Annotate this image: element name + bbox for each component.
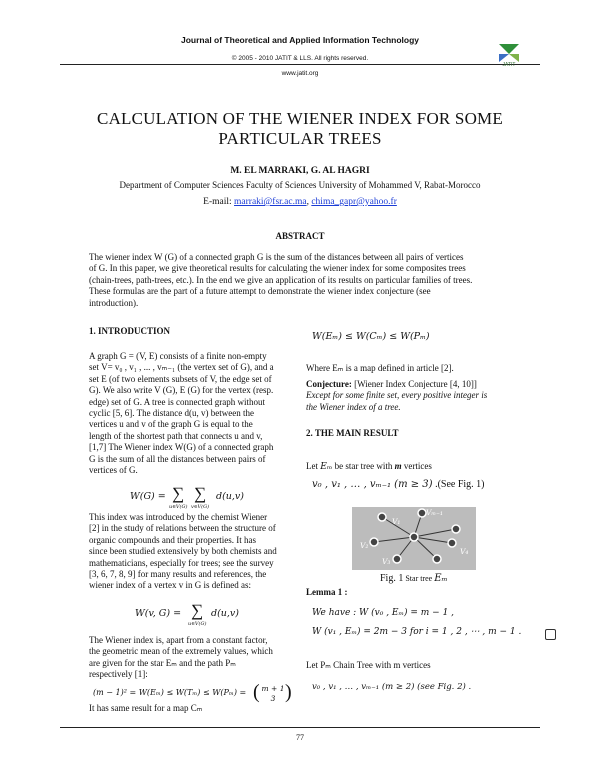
caption-text: Star tree	[403, 574, 435, 583]
text-line: set V= v₀ , v₁ , ... , vₘ₋₁ (the vertex set of G), and a	[89, 362, 274, 373]
equation-vertex-wiener-index	[135, 601, 275, 630]
intro-paragraph-4: It has same result for a map Cₘ	[89, 703, 203, 713]
eq2-body: d(u,v)	[211, 608, 239, 619]
abstract-line: of G. In this paper, we give theoretical results for calculating the wiener index for some composites trees	[89, 263, 466, 274]
eq3-binom-bot: 3	[270, 694, 276, 703]
star-intro	[306, 461, 536, 473]
figure-caption	[380, 573, 448, 584]
fig-label-v4: V₄	[460, 547, 469, 556]
copyright-line: © 2005 - 2010 JATIT & LLS. All rights reserved.	[231, 55, 369, 62]
header-rule	[60, 64, 540, 65]
text: .(See Fig. 1)	[432, 479, 485, 490]
abstract-line: The wiener index W (G) of a connected graph G is the sum of the distances between all pairs of vertices	[89, 252, 464, 262]
abstract-text	[89, 252, 529, 309]
eq1-body: d(u,v)	[216, 491, 244, 502]
text-line: vertices of G.	[89, 465, 138, 476]
section-heading-main-result: 2. THE MAIN RESULT	[306, 428, 399, 438]
star-vertices	[312, 479, 542, 490]
text-line: [3, 6, 7, 8, 9] for many results and references, the	[89, 569, 267, 580]
lemma-label: Lemma 1 :	[306, 587, 348, 597]
conjecture-text-line: Except for some finite set, every positive integer is	[306, 390, 488, 401]
text-line: wiener index of a vertex v in G is defined as:	[89, 580, 251, 591]
text-line: set E (of two elements subsets of V, the edge set of	[89, 373, 272, 384]
text-line: the geometric mean of the extremely values, which	[89, 646, 273, 657]
checkbox-marker[interactable]	[545, 629, 556, 640]
sum-symbol: ∑	[191, 601, 204, 620]
abstract-line: (chain-trees, path-trees, etc.). In the end we give an application of its results on particular families of trees.	[89, 274, 473, 285]
email-separator: ,	[306, 197, 309, 207]
figure-star-tree	[352, 507, 476, 570]
email-link-1[interactable]: marraki@fsr.ac.ma	[234, 197, 307, 207]
text-line: cyclic [5, 6]. The distance d(u, v) between the	[89, 408, 255, 419]
text: Let	[306, 461, 321, 471]
math-symbol: m	[394, 461, 402, 471]
eq3-text: (m − 1)² = W(Eₘ) ≤ W(Tₘ) ≤ W(Pₘ) =	[93, 688, 247, 697]
affiliation: Department of Computer Sciences Faculty of Sciences University of Mohammed V, Rabat-Morocco	[119, 180, 481, 190]
text-line: The Wiener index is, apart from a constant factor,	[89, 635, 268, 645]
equation-map-bounds: W(Eₘ) ≤ W(Cₘ) ≤ W(Pₘ)	[312, 331, 430, 342]
binom-paren-left: (	[253, 681, 260, 703]
paper-title-line2: PARTICULAR TREES	[218, 129, 382, 148]
eq1-sum2-sub: v∈V(G)	[191, 504, 210, 510]
text-line: length of the shortest path that connects u and v,	[89, 430, 263, 441]
conjecture-ref: [Wiener Index Conjecture [4, 10]]	[351, 379, 477, 389]
eq1-lhs: W(G) =	[130, 491, 166, 502]
text-line: [2] in the study of relations between the structure of	[89, 523, 276, 534]
eq1-sum1-sub: u∈V(G)	[169, 504, 188, 510]
text: vertices	[401, 461, 432, 471]
paper-title-line1: CALCULATION OF THE WIENER INDEX FOR SOME	[97, 109, 503, 128]
page-number: 77	[296, 733, 304, 742]
eq2-lhs: W(v, G) =	[135, 608, 182, 619]
sum-symbol: ∑	[194, 484, 207, 503]
equation-bounds	[89, 683, 304, 705]
journal-logo	[496, 40, 522, 70]
fig-label-v2: V₂	[360, 541, 369, 550]
text-line: edge) set of G. A tree is connected graph without	[89, 396, 265, 407]
where-text: Where Eₘ is a map defined in article [2].	[306, 363, 454, 373]
math-expression: v₀ , v₁ , … , vₘ₋₁ (m ≥ 3)	[312, 479, 433, 490]
text: be star tree with	[332, 461, 395, 471]
equation-wiener-index	[130, 486, 280, 514]
journal-title: Journal of Theoretical and Applied Information Technology	[180, 35, 419, 45]
text-line: This index was introduced by the chemist Wiener	[89, 512, 268, 522]
conjecture	[306, 379, 526, 413]
caption-math: Eₘ	[434, 573, 448, 584]
text-line: [1,7] The Wiener index W(G) of a connected graph	[89, 442, 274, 453]
text-line: since been studied extensively by both chemists and	[89, 546, 277, 557]
intro-paragraph-3	[89, 635, 289, 681]
sum-symbol: ∑	[172, 484, 185, 503]
text-line: organic compounds and their properties. It has	[89, 534, 257, 545]
eq2-sub: u∈V(G)	[188, 621, 207, 627]
text-line: vertices u and v of the graph G is equal to the	[89, 419, 253, 430]
caption-number: Fig. 1	[380, 573, 404, 584]
email-link-2[interactable]: chima_gapr@yahoo.fr	[311, 197, 397, 207]
email-line	[0, 197, 600, 207]
lemma-line-1: We have : W (v₀ , Eₘ) = m − 1 ,	[312, 608, 455, 618]
star-tree-diagram	[352, 507, 476, 570]
conjecture-label: Conjecture:	[306, 379, 352, 389]
binom-paren-right: )	[285, 681, 292, 703]
text-line: G). We also write V (G), E (G) for the vertex (resp.	[89, 385, 274, 396]
chain-intro: Let Pₘ Chain Tree with m vertices	[306, 660, 431, 670]
footer-rule	[60, 727, 540, 728]
fig-label-vm1: Vₘ₋₁	[426, 508, 443, 517]
authors: M. EL MARRAKI, G. AL HAGRI	[230, 166, 370, 176]
eq3-binom-top: m + 1	[261, 684, 285, 693]
lemma-line-2: W (v₁ , Eₘ) = 2m − 3 for i = 1 , 2 , ⋯ , m − 1 .	[312, 627, 522, 637]
chain-vertices: v₀ , v₁ , … , vₘ₋₁ (m ≥ 2) (see Fig. 2) .	[312, 682, 472, 692]
logo-text: JATIT	[502, 62, 516, 68]
text-line: respectively [1]:	[89, 669, 148, 680]
abstract-heading: ABSTRACT	[275, 231, 325, 241]
fig-label-v1: V₁	[392, 517, 401, 526]
math-symbol: Eₘ	[320, 462, 333, 472]
email-label: E-mail:	[203, 197, 232, 207]
text-line: mathematicians, especially for trees; see the survey	[89, 557, 274, 568]
section-heading-introduction: 1. INTRODUCTION	[89, 326, 171, 336]
conjecture-text-line: the Wiener index of a tree.	[306, 401, 401, 412]
abstract-line: introduction).	[89, 297, 139, 308]
intro-paragraph-1	[89, 351, 289, 476]
fig-label-v3: V₃	[382, 557, 391, 566]
text-line: G is the sum of all the distances between pairs of	[89, 453, 266, 464]
abstract-line: These formulas are the part of a future attempt to demonstrate the wiener index conjecture (see	[89, 286, 431, 297]
text-line: A graph G = (V, E) consists of a finite non-empty	[89, 351, 267, 361]
text-line: are given for the star Eₘ and the path Pₘ	[89, 657, 236, 668]
journal-url: www.jatit.org	[281, 70, 319, 77]
intro-paragraph-2	[89, 512, 289, 592]
